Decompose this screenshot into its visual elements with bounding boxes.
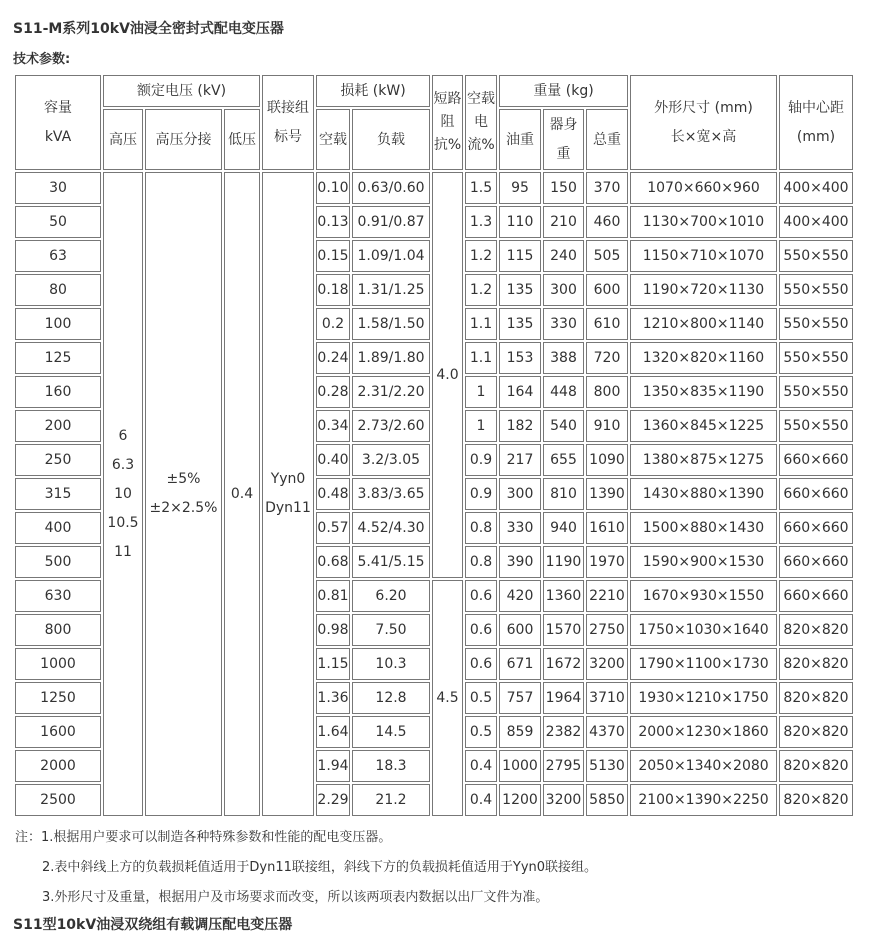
axis-distance-cell: 660×660 [779,478,853,510]
oil-weight-cell: 600 [499,614,541,646]
axis-distance-cell: 820×820 [779,750,853,782]
dimensions-cell: 1590×900×1530 [630,546,777,578]
header-body-weight: 器身 重 [543,109,584,170]
header-lv: 低压 [224,109,260,170]
capacity-cell: 30 [15,172,101,204]
section-label: 技术参数: [13,52,71,67]
no-load-current-cell: 1.2 [465,240,497,272]
hv-merged-cell: 6 6.3 10 10.5 11 [103,172,143,816]
header-no-load-current: 空载 电 流% [465,75,497,170]
total-weight-cell: 910 [586,410,628,442]
axis-distance-cell: 660×660 [779,512,853,544]
body-weight-cell: 1570 [543,614,584,646]
no-load-loss-cell: 0.10 [316,172,350,204]
body-weight-cell: 330 [543,308,584,340]
no-load-current-cell: 0.4 [465,750,497,782]
total-weight-cell: 505 [586,240,628,272]
no-load-current-cell: 0.6 [465,614,497,646]
no-load-loss-cell: 0.81 [316,580,350,612]
page-title: S11-M系列10kV油浸全密封式配电变压器 [13,21,284,37]
no-load-current-cell: 0.5 [465,716,497,748]
no-load-loss-cell: 0.18 [316,274,350,306]
no-load-loss-cell: 1.94 [316,750,350,782]
total-weight-cell: 4370 [586,716,628,748]
total-weight-cell: 800 [586,376,628,408]
load-loss-cell: 3.83/3.65 [352,478,430,510]
capacity-cell: 160 [15,376,101,408]
capacity-cell: 2000 [15,750,101,782]
oil-weight-cell: 330 [499,512,541,544]
oil-weight-cell: 135 [499,308,541,340]
table-row [15,172,853,204]
oil-weight-cell: 859 [499,716,541,748]
capacity-cell: 80 [15,274,101,306]
no-load-loss-cell: 0.15 [316,240,350,272]
load-loss-cell: 7.50 [352,614,430,646]
no-load-current-cell: 0.9 [465,478,497,510]
axis-distance-cell: 400×400 [779,206,853,238]
capacity-cell: 500 [15,546,101,578]
load-loss-cell: 12.8 [352,682,430,714]
no-load-loss-cell: 0.13 [316,206,350,238]
capacity-cell: 2500 [15,784,101,816]
no-load-loss-cell: 0.40 [316,444,350,476]
load-loss-cell: 0.63/0.60 [352,172,430,204]
capacity-cell: 200 [15,410,101,442]
no-load-current-cell: 0.4 [465,784,497,816]
load-loss-cell: 3.2/3.05 [352,444,430,476]
header-total-weight: 总重 [586,109,628,170]
dimensions-cell: 1930×1210×1750 [630,682,777,714]
total-weight-cell: 5850 [586,784,628,816]
no-load-loss-cell: 0.2 [316,308,350,340]
dimensions-cell: 2050×1340×2080 [630,750,777,782]
no-load-loss-cell: 0.48 [316,478,350,510]
body-weight-cell: 388 [543,342,584,374]
header-connection: 联接组 标号 [262,75,314,170]
dimensions-cell: 2000×1230×1860 [630,716,777,748]
hv-tap-merged-cell: ±5% ±2×2.5% [145,172,222,816]
axis-distance-cell: 550×550 [779,240,853,272]
dimensions-cell: 2100×1390×2250 [630,784,777,816]
oil-weight-cell: 1200 [499,784,541,816]
body-weight-cell: 540 [543,410,584,442]
oil-weight-cell: 300 [499,478,541,510]
no-load-loss-cell: 1.36 [316,682,350,714]
header-capacity: 容量 kVA [15,75,101,170]
load-loss-cell: 5.41/5.15 [352,546,430,578]
dimensions-cell: 1750×1030×1640 [630,614,777,646]
oil-weight-cell: 164 [499,376,541,408]
total-weight-cell: 1390 [586,478,628,510]
total-weight-cell: 370 [586,172,628,204]
connection-merged-cell: Yyn0 Dyn11 [262,172,314,816]
no-load-current-cell: 1.1 [465,308,497,340]
oil-weight-cell: 153 [499,342,541,374]
capacity-cell: 400 [15,512,101,544]
dimensions-cell: 1130×700×1010 [630,206,777,238]
no-load-loss-cell: 0.57 [316,512,350,544]
total-weight-cell: 720 [586,342,628,374]
axis-distance-cell: 550×550 [779,342,853,374]
note-item: 2.表中斜线上方的负载损耗值适用于Dyn11联接组，斜线下方的负载损耗值适用于Yyn0联接组。 [42,860,598,875]
header-dimensions: 外形尺寸 (mm) 长×宽×高 [630,75,777,170]
header-hv: 高压 [103,109,143,170]
oil-weight-cell: 182 [499,410,541,442]
no-load-loss-cell: 0.68 [316,546,350,578]
no-load-loss-cell: 0.24 [316,342,350,374]
no-load-current-cell: 0.9 [465,444,497,476]
oil-weight-cell: 110 [499,206,541,238]
axis-distance-cell: 820×820 [779,614,853,646]
load-loss-cell: 10.3 [352,648,430,680]
no-load-loss-cell: 0.28 [316,376,350,408]
no-load-current-cell: 0.5 [465,682,497,714]
dimensions-cell: 1070×660×960 [630,172,777,204]
no-load-current-cell: 1.2 [465,274,497,306]
capacity-cell: 1000 [15,648,101,680]
body-weight-cell: 810 [543,478,584,510]
body-weight-cell: 300 [543,274,584,306]
capacity-cell: 100 [15,308,101,340]
total-weight-cell: 1610 [586,512,628,544]
capacity-cell: 50 [15,206,101,238]
axis-distance-cell: 660×660 [779,580,853,612]
load-loss-cell: 1.89/1.80 [352,342,430,374]
axis-distance-cell: 660×660 [779,546,853,578]
load-loss-cell: 14.5 [352,716,430,748]
oil-weight-cell: 95 [499,172,541,204]
load-loss-cell: 1.58/1.50 [352,308,430,340]
no-load-loss-cell: 1.64 [316,716,350,748]
axis-distance-cell: 660×660 [779,444,853,476]
total-weight-cell: 460 [586,206,628,238]
body-weight-cell: 3200 [543,784,584,816]
load-loss-cell: 0.91/0.87 [352,206,430,238]
header-rated-voltage: 额定电压 (kV) [103,75,260,107]
capacity-cell: 1600 [15,716,101,748]
axis-distance-cell: 820×820 [779,682,853,714]
load-loss-cell: 18.3 [352,750,430,782]
total-weight-cell: 600 [586,274,628,306]
no-load-current-cell: 1.1 [465,342,497,374]
no-load-loss-cell: 1.15 [316,648,350,680]
axis-distance-cell: 820×820 [779,648,853,680]
load-loss-cell: 21.2 [352,784,430,816]
header-short-circuit-impedance: 短路 阻 抗% [432,75,463,170]
load-loss-cell: 6.20 [352,580,430,612]
header-loss: 损耗 (kW) [316,75,430,107]
total-weight-cell: 1970 [586,546,628,578]
total-weight-cell: 3710 [586,682,628,714]
dimensions-cell: 1380×875×1275 [630,444,777,476]
body-weight-cell: 1190 [543,546,584,578]
header-hv-tap: 高压分接 [145,109,222,170]
capacity-cell: 63 [15,240,101,272]
oil-weight-cell: 115 [499,240,541,272]
dimensions-cell: 1670×930×1550 [630,580,777,612]
no-load-loss-cell: 0.98 [316,614,350,646]
capacity-cell: 1250 [15,682,101,714]
header-weight: 重量 (kg) [499,75,628,107]
dimensions-cell: 1320×820×1160 [630,342,777,374]
body-weight-cell: 2382 [543,716,584,748]
dimensions-cell: 1150×710×1070 [630,240,777,272]
total-weight-cell: 2210 [586,580,628,612]
oil-weight-cell: 671 [499,648,541,680]
body-weight-cell: 1672 [543,648,584,680]
no-load-current-cell: 0.6 [465,580,497,612]
dimensions-cell: 1190×720×1130 [630,274,777,306]
header-axis-distance: 轴中心距 (mm) [779,75,853,170]
body-weight-cell: 1964 [543,682,584,714]
no-load-loss-cell: 2.29 [316,784,350,816]
body-weight-cell: 210 [543,206,584,238]
no-load-current-cell: 0.8 [465,512,497,544]
capacity-cell: 125 [15,342,101,374]
impedance-merged-cell: 4.5 [432,580,463,816]
next-section-title: S11型10kV油浸双绕组有载调压配电变压器 [13,917,293,933]
no-load-current-cell: 1.5 [465,172,497,204]
axis-distance-cell: 820×820 [779,784,853,816]
lv-merged-cell: 0.4 [224,172,260,816]
capacity-cell: 250 [15,444,101,476]
body-weight-cell: 240 [543,240,584,272]
total-weight-cell: 1090 [586,444,628,476]
dimensions-cell: 1790×1100×1730 [630,648,777,680]
axis-distance-cell: 550×550 [779,308,853,340]
total-weight-cell: 2750 [586,614,628,646]
total-weight-cell: 3200 [586,648,628,680]
oil-weight-cell: 420 [499,580,541,612]
no-load-current-cell: 0.8 [465,546,497,578]
oil-weight-cell: 390 [499,546,541,578]
header-oil-weight: 油重 [499,109,541,170]
note-item: 注：1.根据用户要求可以制造各种特殊参数和性能的配电变压器。 [15,830,392,845]
no-load-loss-cell: 0.34 [316,410,350,442]
spec-table [13,73,855,818]
capacity-cell: 630 [15,580,101,612]
total-weight-cell: 5130 [586,750,628,782]
no-load-current-cell: 0.6 [465,648,497,680]
axis-distance-cell: 400×400 [779,172,853,204]
body-weight-cell: 150 [543,172,584,204]
load-loss-cell: 1.09/1.04 [352,240,430,272]
dimensions-cell: 1210×800×1140 [630,308,777,340]
axis-distance-cell: 550×550 [779,274,853,306]
body-weight-cell: 1360 [543,580,584,612]
axis-distance-cell: 820×820 [779,716,853,748]
body-weight-cell: 448 [543,376,584,408]
dimensions-cell: 1500×880×1430 [630,512,777,544]
body-weight-cell: 940 [543,512,584,544]
dimensions-cell: 1350×835×1190 [630,376,777,408]
load-loss-cell: 1.31/1.25 [352,274,430,306]
body-weight-cell: 2795 [543,750,584,782]
oil-weight-cell: 757 [499,682,541,714]
total-weight-cell: 610 [586,308,628,340]
capacity-cell: 315 [15,478,101,510]
load-loss-cell: 4.52/4.30 [352,512,430,544]
oil-weight-cell: 217 [499,444,541,476]
note-item: 3.外形尺寸及重量，根据用户及市场要求而改变，所以该两项表内数据以出厂文件为准。 [42,890,549,905]
notes [15,823,597,913]
capacity-cell: 800 [15,614,101,646]
load-loss-cell: 2.73/2.60 [352,410,430,442]
dimensions-cell: 1360×845×1225 [630,410,777,442]
axis-distance-cell: 550×550 [779,410,853,442]
oil-weight-cell: 1000 [499,750,541,782]
impedance-merged-cell: 4.0 [432,172,463,578]
header-no-load-loss: 空载 [316,109,350,170]
header-load-loss: 负载 [352,109,430,170]
body-weight-cell: 655 [543,444,584,476]
axis-distance-cell: 550×550 [779,376,853,408]
dimensions-cell: 1430×880×1390 [630,478,777,510]
no-load-current-cell: 1 [465,410,497,442]
no-load-current-cell: 1 [465,376,497,408]
load-loss-cell: 2.31/2.20 [352,376,430,408]
no-load-current-cell: 1.3 [465,206,497,238]
oil-weight-cell: 135 [499,274,541,306]
